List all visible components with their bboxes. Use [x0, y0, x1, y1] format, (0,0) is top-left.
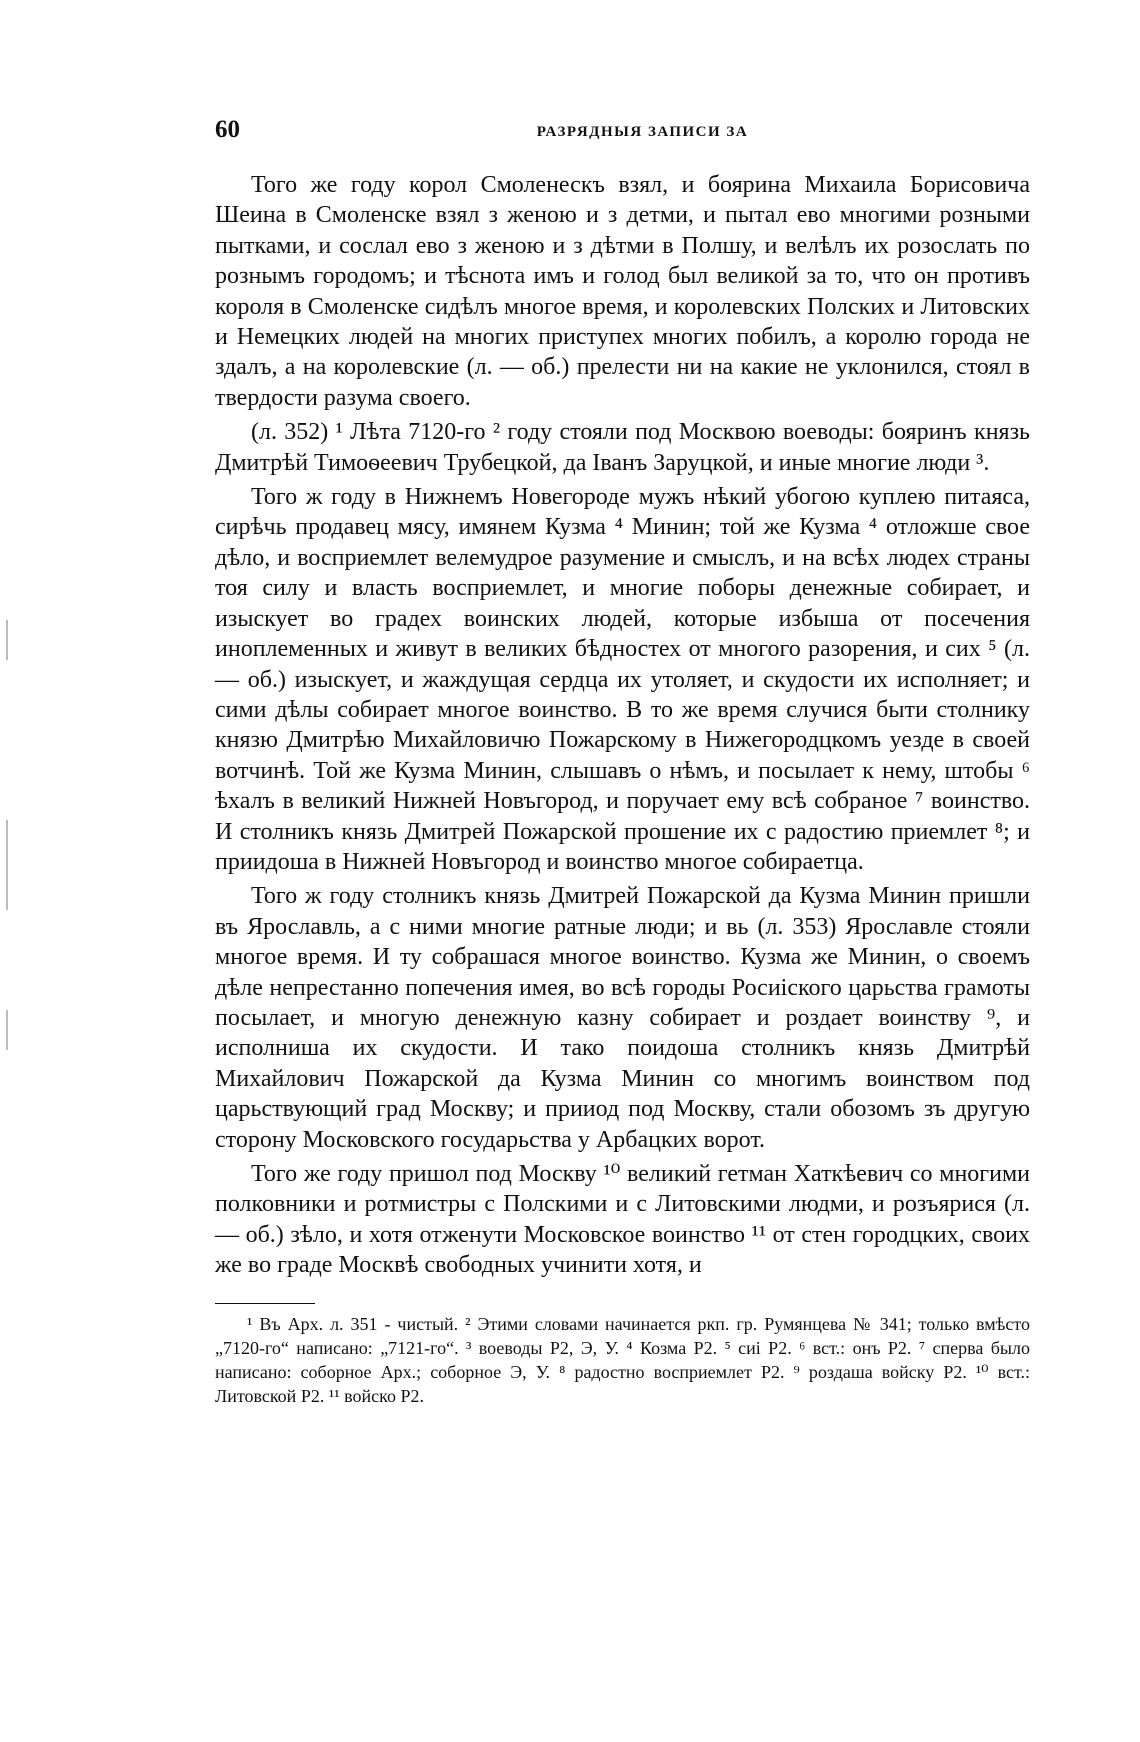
main-text [215, 170, 1030, 1281]
footnotes [215, 1312, 1030, 1408]
paragraph: Того же году пришол под Москву ¹⁰ великий гетман Хаткѣевич со многими полковники и ротмистры с Полскими и с Литовскими людми, и розъярися (л. — об.) зѣло, и хотя отженути Московское воинство ¹¹ от стен городцких, своих же во граде Москвѣ свободных учинити хотя, и [215, 1161, 1030, 1279]
margin-mark-3 [6, 1010, 8, 1050]
page-header [215, 110, 1030, 150]
margin-mark-2 [6, 820, 8, 910]
margin-mark-1 [6, 620, 8, 660]
paragraph: Того ж году в Нижнемъ Новегороде мужъ нѣкий убогою куплею питаяса, сирѣчь продавец мясу, имянем Кузма ⁴ Минин; той же Кузма ⁴ отложше свое дѣло, и восприемлет велемудрое разумение и смыслъ, и на всѣх людех страны тоя силу и власть восприемлет, и многие поборы денежные собирает, и изыскует во градех воинских людей, которые избыша от посечения иноплеменных и живут в великих бѣдностех от многого разорения, и сих ⁵ (л. — об.) изыскует, и жаждущая сердца их утоляет, и скудости их исполняет; и сими дѣлы собирает многое воинство. В то же время случися быти столнику князю Дмитрѣю Михайловичю Пожарскому в Нижегородцкомъ уезде в своей вотчинѣ. Той же Кузма Минин, слышавъ о нѣмъ, и посылает к нему, штобы ⁶ ѣхалъ в великий Нижней Новъгород, и поручает ему всѣ собраное ⁷ воинство. И столникъ князь Дмитрей Пожарской прошение их с радостию приемлет ⁸; и приидоша в Нижней Новъгород и воинство многое собираетца. [215, 484, 1030, 875]
paragraph: Того же году корол Смоленескъ взял, и боярина Михаила Борисовича Шеина в Смоленске взял з женою и з детми, и пытал ево многими розными пытками, и сослал ево з женою и з дѣтми в Полшу, и велѣлъ их розослать по рознымъ городомъ; и тѣснота имъ и голод был великой за то, что он противъ короля в Смоленске сидѣлъ многое время, и королевских Полских и Литовских и Немецких людей на многих приступех многих побилъ, а королю города не здалъ, а на королевские (л. — об.) прелести ни на какие не уклонился, стоял в твердости разума своего. [215, 172, 1030, 411]
footnote-text: ¹ Въ Арх. л. 351 - чистый. ² Этими словами начинается ркп. гр. Румянцева № 341; только вмѣсто „7120-го“ написано: „7121-го“. ³ воеводы Р2, Э, У. ⁴ Козма Р2. ⁵ сиі Р2. ⁶ вст.: онъ Р2. ⁷ сперва было написано: соборное Арх.; соборное Э, У. ⁸ радостно восприемлет Р2. ⁹ роздаша войску Р2. ¹⁰ вст.: Литовской Р2. ¹¹ войско Р2. [215, 1313, 1030, 1406]
page [215, 110, 1030, 1408]
paragraph: Того ж году столникъ князь Дмитрей Пожарской да Кузма Минин пришли въ Ярославль, а с ними многие ратные люди; и вь (л. 353) Ярославле стояли многое время. И ту собрашася многое воинство. Кузма же Минин, о своемъ дѣле непрестанно попечения имея, во всѣ городы Росиіского царьства грамоты посылает, и многую денежную казну собирает и роздает воинству ⁹, и исполниша их скудости. И тако поидоша столникъ князь Дмитрѣй Михайлович Пожарской да Кузма Минин со многимъ воинством под царьствующий град Москву; и прииод под Москву, стали обозомъ зъ другую сторону Московского государьства у Арбацких ворот. [215, 883, 1030, 1153]
paragraph: (л. 352) ¹ Лѣта 7120-го ² году стояли под Москвою воеводы: бояринъ князь Дмитрѣй Тимоѳеевич Трубецкой, да Іванъ Заруцкой, и иные многие люди ³. [215, 419, 1030, 476]
running-head: РАЗРЯДНЫЯ ЗАПИСИ ЗА [536, 124, 749, 140]
page-number: 60 [215, 116, 240, 143]
footnote-divider [215, 1303, 315, 1304]
